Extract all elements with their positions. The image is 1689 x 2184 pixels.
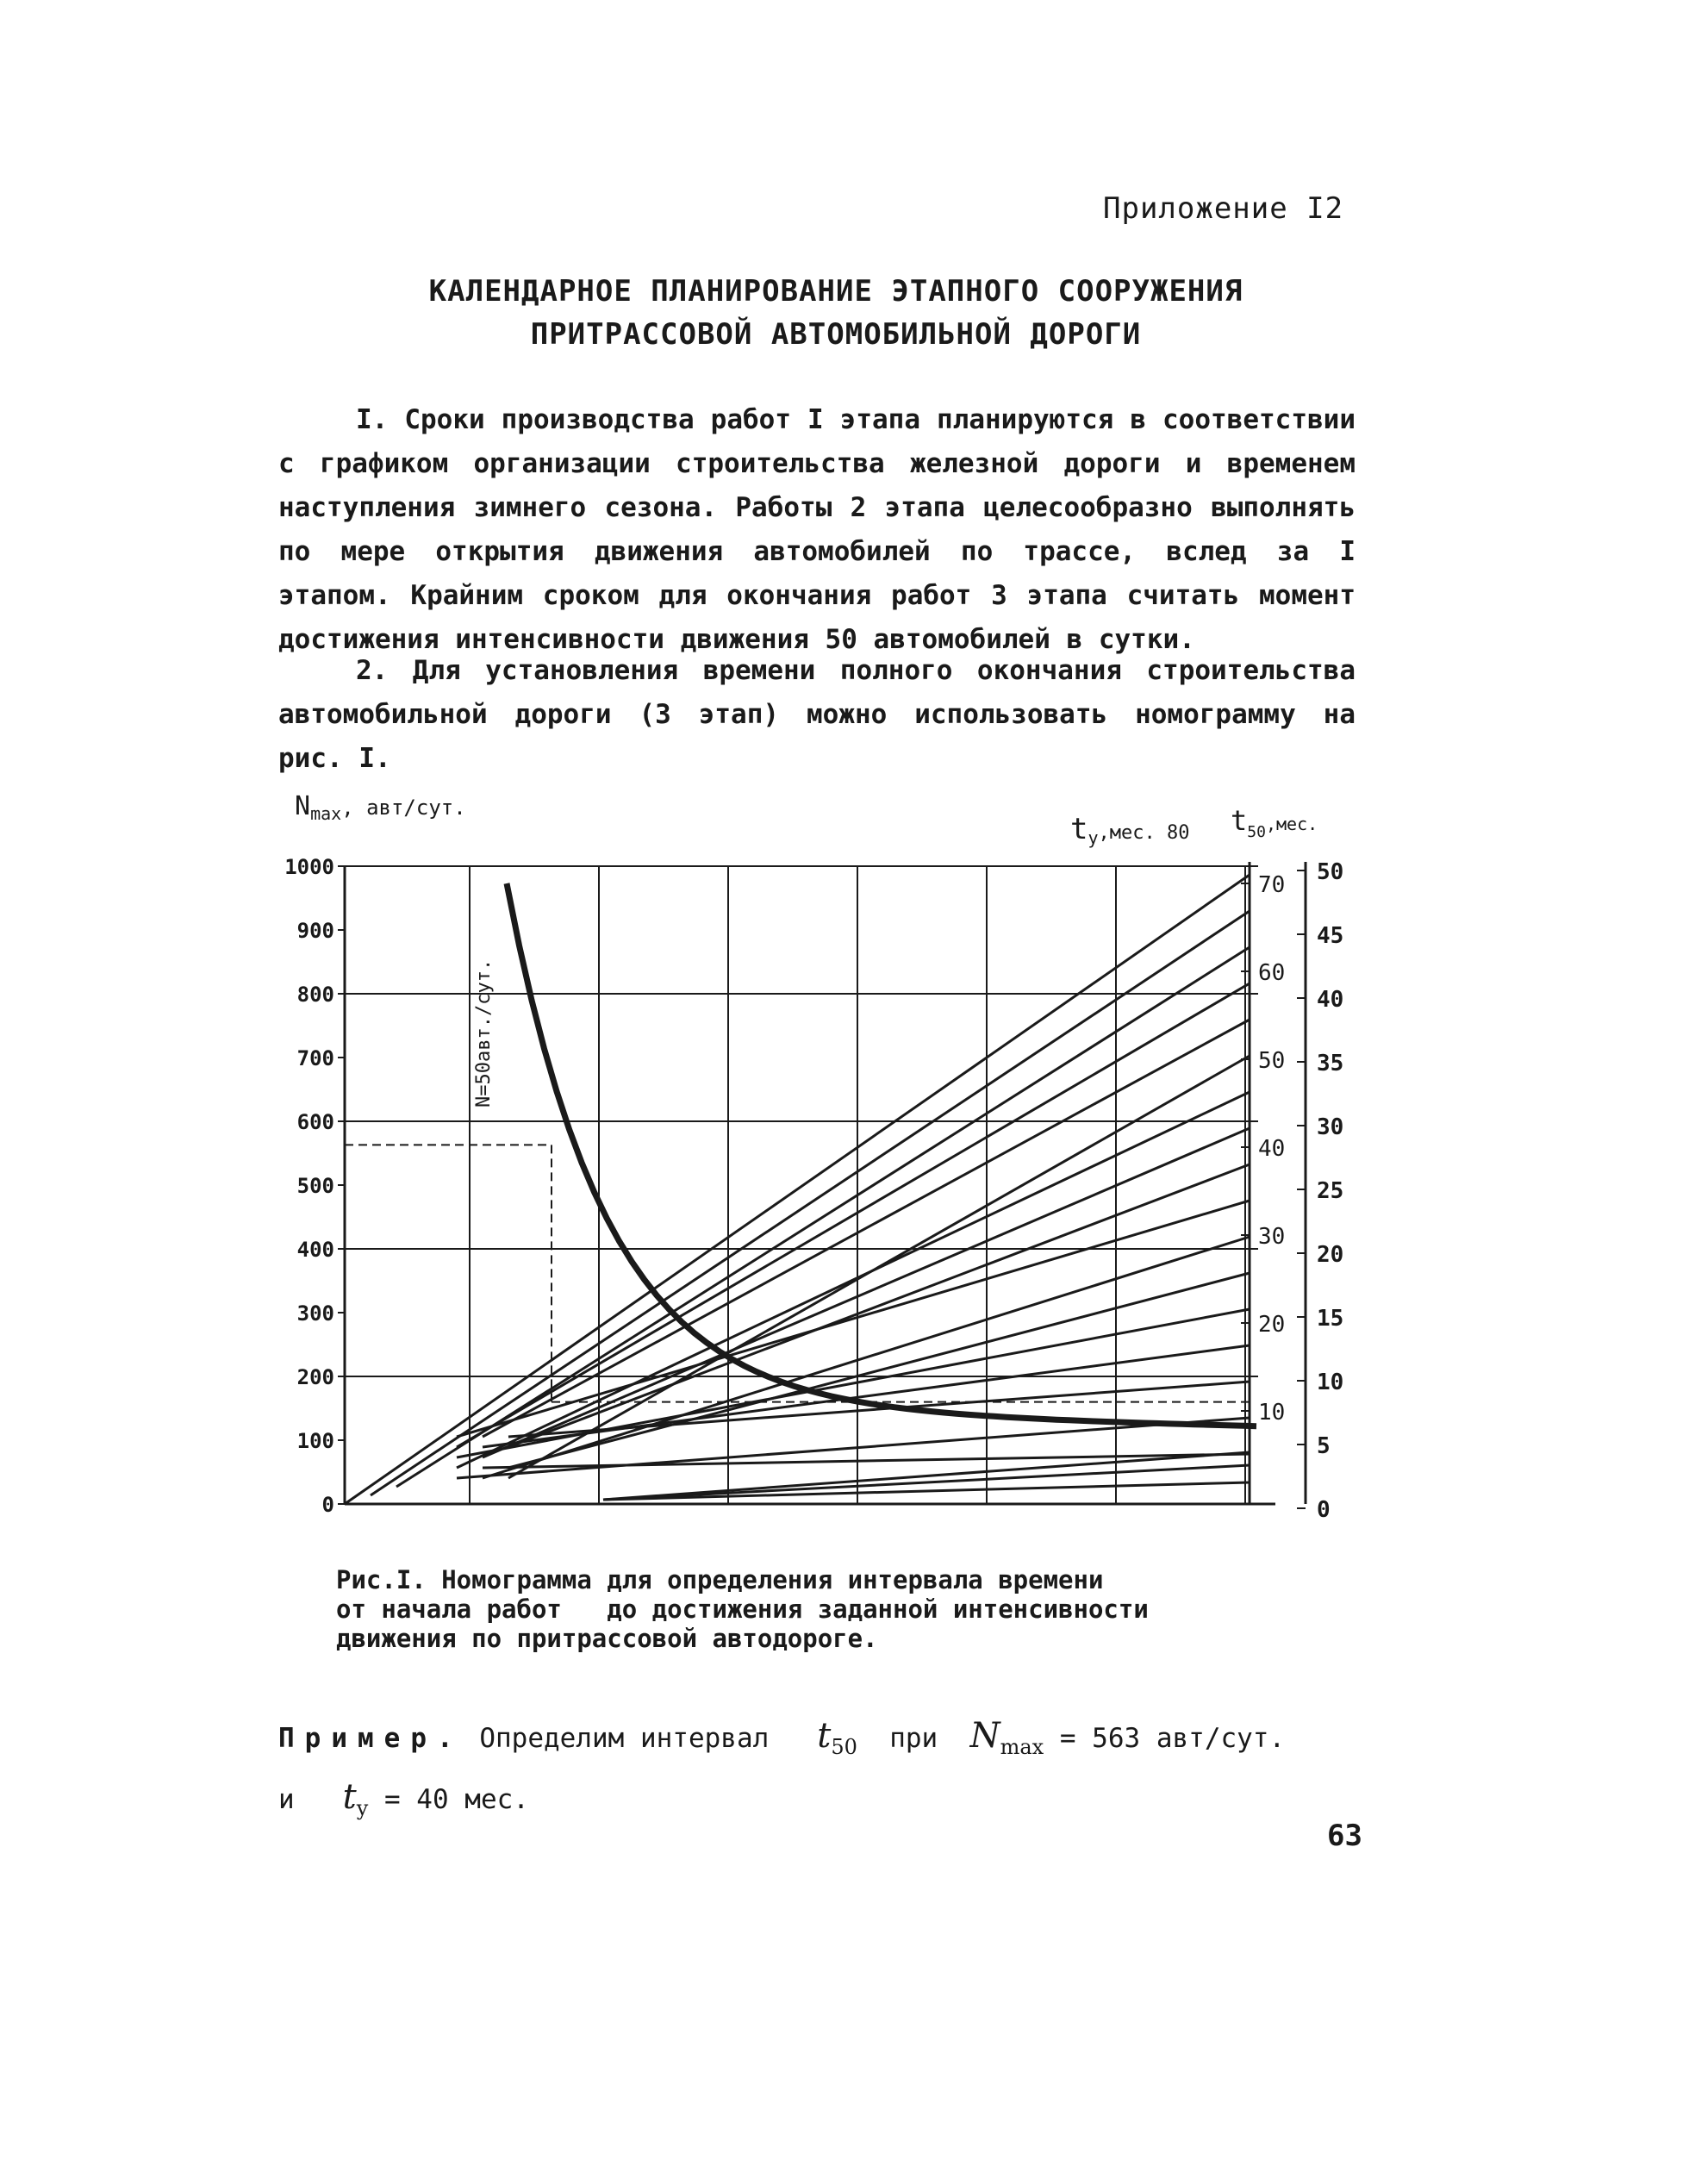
t50-tick-label: 50 [1317,859,1344,885]
example-block [278,1711,1399,1833]
ty-tick-label: 40 [1258,1136,1286,1162]
caption-line-3: движения по притрассовой автодороге. [336,1624,878,1653]
ty-line [396,947,1250,1487]
curve-label: N=50авт./сут. [473,958,495,1108]
t50-tick-label: 35 [1317,1051,1344,1076]
ty-line [508,1273,1250,1468]
example-text-3: = 563 авт/сут. [1059,1723,1286,1754]
y-tick-label: 1000 [284,855,334,879]
ty-line [603,1482,1250,1500]
y-tick-label: 200 [296,1365,334,1389]
paragraph-2: 2. Для установления времени полного окончания строительства автомобильной дороги (3 этап) можно использовать номограмму на рис. I. [278,655,1356,774]
t50-tick-label: 10 [1317,1370,1344,1395]
ty-line [603,1465,1250,1500]
example-line-1 [278,1711,1399,1772]
y-tick-label: 100 [296,1429,334,1453]
paragraph-1: I. Сроки производства работ I этапа планируются в соответствии с графиком организации строительства железной дороги и временем наступления зимнего сезона. Работы 2 этапа целесообразно выполнять по мере открытия движения автомобилей по трассе, вслед за I этапом. Крайним сроком для окончания работ 3 этапа считать момент достижения интенсивности движения 50 автомобилей в сутки. [278,404,1356,655]
figure-caption [336,1565,1284,1653]
chart-grid [345,862,1306,1504]
nomogram-chart [259,789,1405,1530]
nomogram-figure [259,789,1405,1530]
y-tick-label: 900 [296,919,334,943]
t50-tick-label: 30 [1317,1114,1344,1140]
ty-symbol: $t_y$ [342,1777,369,1820]
t50-symbol: $t_{50}$ [817,1716,857,1759]
caption-line-2: от начала работ до достижения заданной интенсивности [336,1594,1149,1624]
title-line-1: КАЛЕНДАРНОЕ ПЛАНИРОВАНИЕ ЭТАПНОГО СООРУЖЕНИЯ [428,274,1243,309]
nmax-symbol: $N_{max}$ [969,1716,1044,1759]
appendix-label: Приложение I2 [1103,191,1344,226]
caption-line-1: Рис.I. Номограмма для определения интервала времени [336,1565,1104,1594]
y-tick-label: 0 [321,1493,334,1517]
y-tick-label: 800 [296,983,334,1007]
ty-tick-label: 10 [1258,1400,1286,1426]
ty-tick-label: 30 [1258,1224,1286,1250]
y-tick-label: 700 [296,1046,334,1070]
t50-tick-label: 0 [1317,1497,1331,1523]
t50-tick-label: 15 [1317,1306,1344,1332]
ty-line [483,1128,1250,1457]
example-text-4: = 40 мес. [383,1784,529,1815]
ty-tick-label: 70 [1258,872,1286,898]
t50-axis-title: $t_{50}^{,мес.}$ [1231,804,1318,841]
y-tick-label: 600 [296,1110,334,1134]
t50-tick-label: 25 [1317,1178,1344,1204]
ty-line [371,911,1250,1495]
ty-axis-title: tу,мес. 80 [1070,812,1190,848]
example-line-2 [278,1772,1399,1833]
y-tick-label: 300 [296,1301,334,1326]
ty-tick-label: 20 [1258,1312,1286,1338]
y-tick-label: 400 [296,1238,334,1262]
ty-tick-label: 50 [1258,1048,1286,1074]
title-line-2: ПРИТРАССОВОЙ АВТОМОБИЛЬНОЙ ДОРОГИ [530,317,1142,352]
t50-tick-label: 45 [1317,923,1344,949]
example-prefix: и [278,1784,295,1815]
example-text-2: при [889,1723,938,1754]
t50-tick-label: 40 [1317,987,1344,1013]
example-text-1: Определим интервал [479,1723,770,1754]
example-label: Пример. [278,1723,464,1754]
t50-tick-label: 5 [1317,1433,1331,1459]
page-number: 63 [1327,1819,1362,1853]
y-axis-title: $N_{max}^{, авт/сут.}$ [295,791,466,824]
t50-tick-label: 20 [1317,1242,1344,1268]
ty-tick-label: 60 [1258,960,1286,986]
y-tick-label: 500 [296,1174,334,1198]
